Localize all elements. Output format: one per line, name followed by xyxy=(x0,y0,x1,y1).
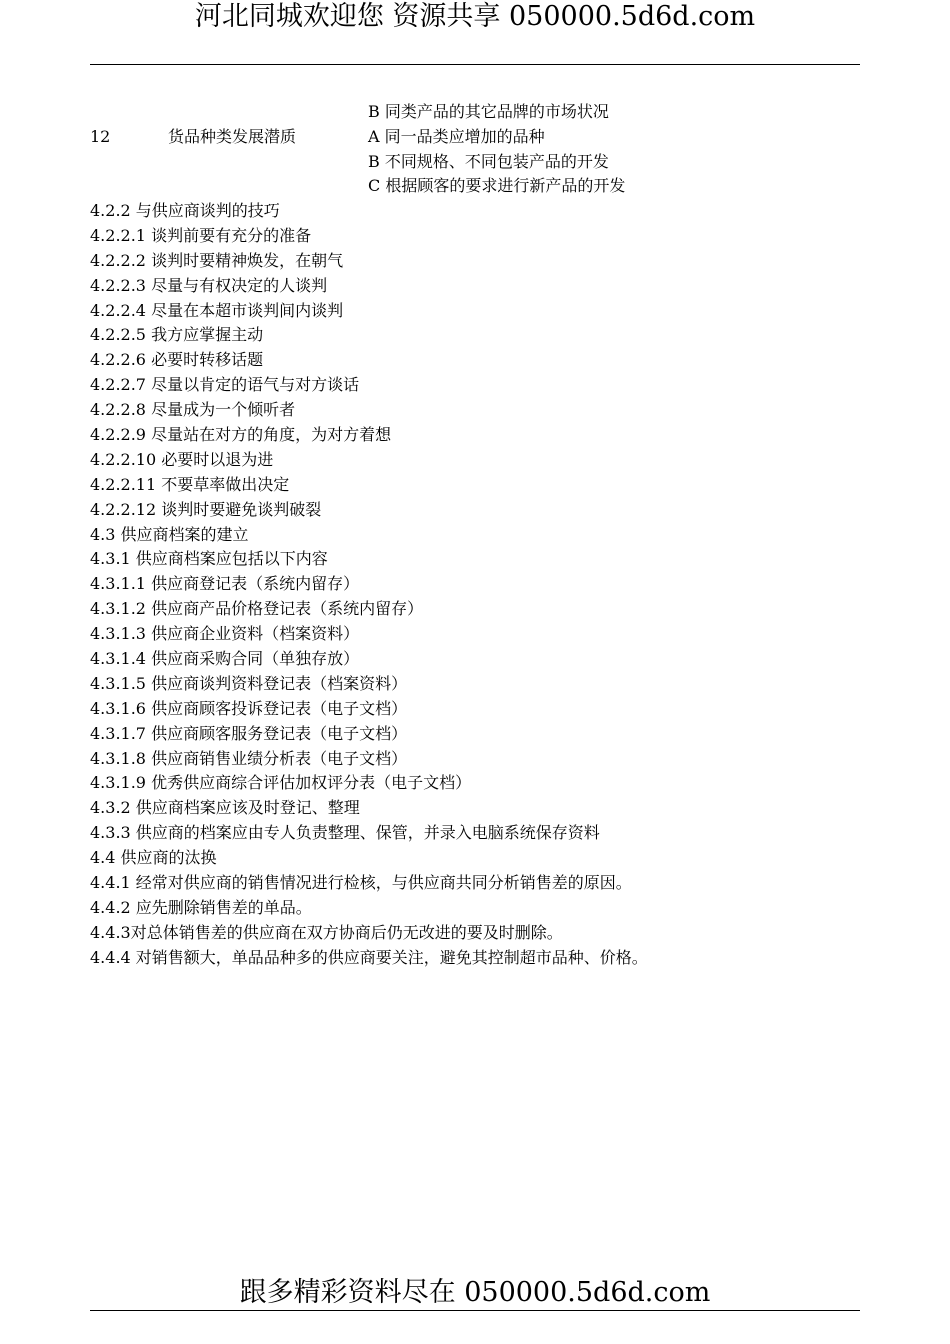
list-item: 4.2.2.3 尽量与有权决定的人谈判 xyxy=(90,275,328,295)
section-heading: 4.4 供应商的汰换 xyxy=(90,848,217,868)
page-header: 河北同城欢迎您 资源共享 050000.5d6d.com xyxy=(194,1,756,32)
list-item: 4.2.2.11 不要草率做出决定 xyxy=(90,474,290,494)
list-item: 4.4.2 应先删除销售差的单品。 xyxy=(90,897,312,917)
criteria-table-row xyxy=(90,98,860,198)
page-footer: 跟多精彩资料尽在 050000.5d6d.com xyxy=(239,1277,711,1308)
list-item: 4.3.3 供应商的档案应由专人负责整理、保管，并录入电脑系统保存资料 xyxy=(90,823,600,843)
list-item: 4.2.2.8 尽量成为一个倾听者 xyxy=(90,400,296,420)
list-item: 4.3.1.5 供应商谈判资料登记表（档案资料） xyxy=(90,673,408,693)
list-item: 4.2.2.6 必要时转移话题 xyxy=(90,350,264,370)
list-item: 4.3.1.7 供应商顾客服务登记表（电子文档） xyxy=(90,723,408,743)
list-item: 4.3.1.8 供应商销售业绩分析表（电子文档） xyxy=(90,748,408,768)
list-item: 4.3.1.3 供应商企业资料（档案资料） xyxy=(90,624,360,644)
row-title: 货品种类发展潜质 xyxy=(168,127,297,146)
list-item: 4.3.1.1 供应商登记表（系统内留存） xyxy=(90,574,360,594)
list-item: 4.4.1 经常对供应商的销售情况进行检核，与供应商共同分析销售差的原因。 xyxy=(90,873,632,893)
list-item: 4.2.2.5 我方应掌握主动 xyxy=(90,325,264,345)
section-heading: 4.2.2 与供应商谈判的技巧 xyxy=(90,201,280,220)
list-item: 4.3.1.4 供应商采购合同（单独存放） xyxy=(90,649,360,669)
list-item: 4.3.1.6 供应商顾客投诉登记表（电子文档） xyxy=(90,698,408,718)
document-body xyxy=(90,199,860,971)
list-item: 4.2.2.1 谈判前要有充分的准备 xyxy=(90,225,312,245)
row-option: A 同一品类应增加的品种 xyxy=(368,126,545,146)
list-item: 4.3.1.9 优秀供应商综合评估加权评分表（电子文档） xyxy=(90,773,472,793)
list-item: 4.3.2 供应商档案应该及时登记、整理 xyxy=(90,798,360,818)
row-number: 12 xyxy=(90,127,111,146)
list-item: 4.2.2.10 必要时以退为进 xyxy=(90,449,274,469)
list-item: 4.2.2.7 尽量以肯定的语气与对方谈话 xyxy=(90,375,360,395)
section-heading: 4.3.1 供应商档案应包括以下内容 xyxy=(90,549,328,569)
list-item: 4.2.2.9 尽量站在对方的角度，为对方着想 xyxy=(90,425,392,445)
row-option: C 根据顾客的要求进行新产品的开发 xyxy=(368,176,626,196)
list-item: 4.2.2.12 谈判时要避免谈判破裂 xyxy=(90,499,322,519)
row-option: B 不同规格、不同包装产品的开发 xyxy=(368,151,609,171)
footer-divider xyxy=(90,1310,860,1311)
list-item: 4.4.4 对销售额大，单品品种多的供应商要关注，避免其控制超市品种、价格。 xyxy=(90,947,648,967)
row-option: B 同类产品的其它品牌的市场状况 xyxy=(368,102,609,121)
header-divider xyxy=(90,64,860,65)
list-item: 4.2.2.4 尽量在本超市谈判间内谈判 xyxy=(90,300,344,320)
section-heading: 4.3 供应商档案的建立 xyxy=(90,524,249,544)
list-item: 4.3.1.2 供应商产品价格登记表（系统内留存） xyxy=(90,599,424,619)
list-item: 4.4.3对总体销售差的供应商在双方协商后仍无改进的要及时删除。 xyxy=(90,922,563,942)
row-options xyxy=(368,100,625,199)
list-item: 4.2.2.2 谈判时要精神焕发，在朝气 xyxy=(90,250,344,270)
